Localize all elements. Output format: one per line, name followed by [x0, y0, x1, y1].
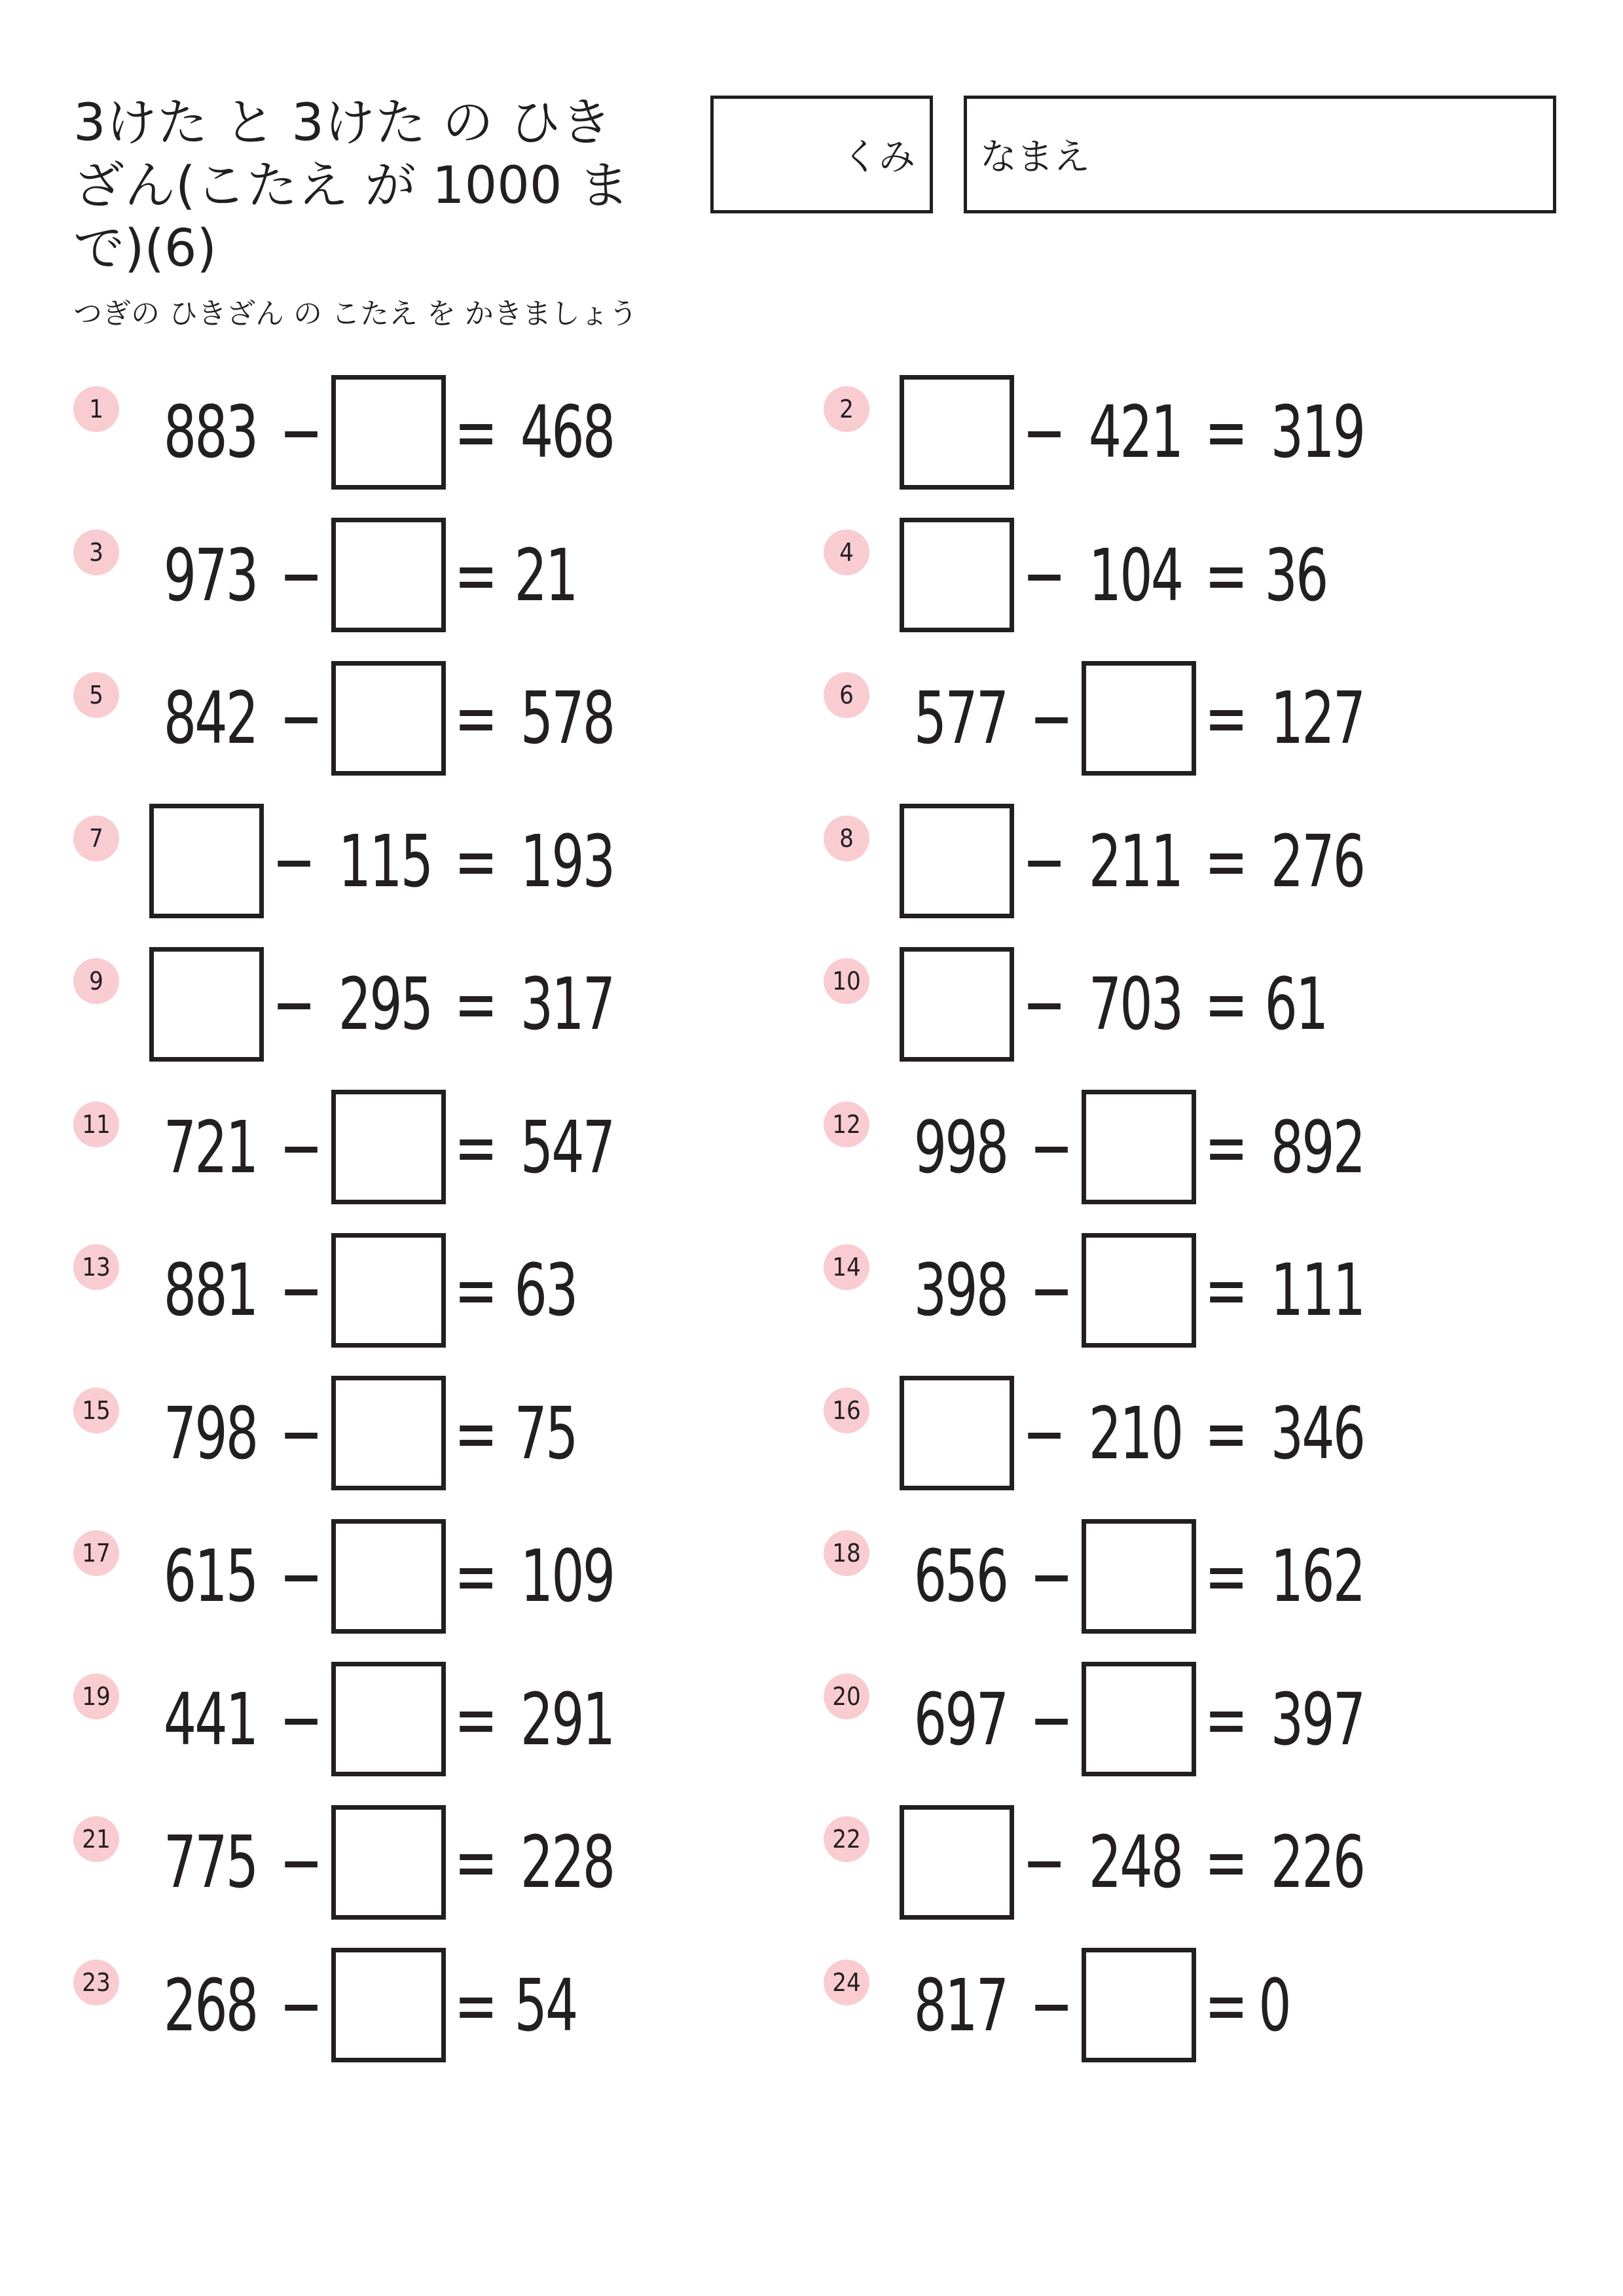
equals-sign: =	[1205, 1534, 1249, 1618]
problem-number-badge: 4	[824, 529, 869, 575]
problem-number-badge: 10	[824, 958, 869, 1004]
answer-box[interactable]	[331, 518, 446, 632]
operand-value: 211	[1088, 819, 1182, 903]
operand-value: 248	[1088, 1820, 1182, 1904]
equals-sign: =	[1205, 1248, 1249, 1332]
operand-value: 817	[913, 1963, 1008, 2047]
minus-sign: −	[1022, 390, 1067, 474]
answer-box[interactable]	[900, 804, 1014, 918]
problem-number-badge: 13	[73, 1244, 119, 1290]
equals-sign: =	[1205, 1963, 1249, 2047]
equals-sign: =	[1205, 390, 1249, 474]
problem-row	[896, 802, 1382, 920]
equals-sign: =	[454, 533, 498, 617]
problem-row	[896, 373, 1382, 491]
operand-value: 998	[913, 1105, 1008, 1189]
answer-box[interactable]	[900, 1376, 1014, 1490]
minus-sign: −	[279, 1534, 323, 1618]
answer-value: 276	[1271, 819, 1364, 903]
problem-number-badge: 7	[73, 816, 119, 861]
equals-sign: =	[454, 676, 498, 760]
minus-sign: −	[272, 962, 316, 1046]
minus-sign: −	[279, 1391, 323, 1475]
answer-value: 127	[1271, 676, 1364, 760]
problem-row	[145, 802, 632, 920]
problem-number-badge: 18	[824, 1530, 869, 1576]
problem-row	[145, 945, 632, 1063]
answer-value: 21	[514, 533, 577, 617]
minus-sign: −	[272, 819, 316, 903]
minus-sign: −	[1022, 962, 1067, 1046]
problem-row	[896, 945, 1339, 1063]
minus-sign: −	[1029, 1248, 1074, 1332]
answer-box[interactable]	[331, 1948, 446, 2062]
answer-box[interactable]	[1082, 1662, 1196, 1776]
problem-number-badge: 21	[73, 1816, 119, 1862]
problem-row	[145, 516, 589, 634]
answer-value: 578	[520, 676, 614, 760]
minus-sign: −	[1029, 1677, 1074, 1761]
answer-box[interactable]	[149, 804, 264, 918]
answer-value: 346	[1271, 1391, 1364, 1475]
problem-row	[145, 1660, 632, 1778]
answer-value: 0	[1258, 1963, 1290, 2047]
answer-value: 319	[1271, 390, 1364, 474]
equals-sign: =	[1205, 1820, 1249, 1904]
operand-value: 883	[163, 390, 257, 474]
equals-sign: =	[1205, 962, 1249, 1046]
problem-row	[145, 1374, 589, 1492]
problem-number-badge: 8	[824, 816, 869, 861]
minus-sign: −	[279, 390, 323, 474]
minus-sign: −	[279, 676, 323, 760]
answer-box[interactable]	[900, 1805, 1014, 1920]
answer-box[interactable]	[149, 947, 264, 1062]
problem-number-badge: 17	[73, 1530, 119, 1576]
problem-row	[145, 1088, 632, 1206]
answer-value: 226	[1271, 1820, 1364, 1904]
operand-value: 881	[163, 1248, 257, 1332]
problem-number-badge: 3	[73, 529, 119, 575]
problem-row	[896, 1946, 1296, 2064]
answer-value: 228	[520, 1820, 614, 1904]
operand-value: 656	[913, 1534, 1008, 1618]
problem-row	[145, 1517, 632, 1635]
operand-value: 842	[163, 676, 257, 760]
problem-row	[896, 516, 1339, 634]
equals-sign: =	[1205, 1105, 1249, 1189]
problem-number-badge: 15	[73, 1388, 119, 1433]
operand-value: 973	[163, 533, 257, 617]
answer-value: 317	[520, 962, 614, 1046]
problem-number-badge: 24	[824, 1960, 869, 2005]
equals-sign: =	[454, 390, 498, 474]
minus-sign: −	[279, 1105, 323, 1189]
answer-value: 75	[514, 1391, 577, 1475]
equals-sign: =	[454, 1534, 498, 1618]
operand-value: 104	[1088, 533, 1182, 617]
answer-value: 36	[1264, 533, 1327, 617]
instructions: つぎの ひきざん の こたえ を かきましょう	[73, 297, 638, 331]
problem-row	[896, 1803, 1382, 1921]
problem-row	[896, 1660, 1382, 1778]
equals-sign: =	[454, 1963, 498, 2047]
answer-value: 111	[1271, 1248, 1364, 1332]
worksheet-title: 3けた と 3けた の ひきざん(こたえ が 1000 まで)(6)	[73, 94, 630, 278]
minus-sign: −	[1022, 533, 1067, 617]
problem-number-badge: 6	[824, 672, 869, 718]
problem-number-badge: 16	[824, 1388, 869, 1433]
equals-sign: =	[454, 819, 498, 903]
answer-box[interactable]	[1082, 1948, 1196, 2062]
answer-value: 291	[520, 1677, 614, 1761]
operand-value: 441	[163, 1677, 257, 1761]
problem-row	[896, 1231, 1382, 1349]
operand-value: 703	[1088, 962, 1182, 1046]
problem-number-badge: 9	[73, 958, 119, 1004]
problem-row	[145, 373, 632, 491]
answer-box[interactable]	[900, 518, 1014, 632]
problem-number-badge: 22	[824, 1816, 869, 1862]
equals-sign: =	[1205, 676, 1249, 760]
operand-value: 210	[1088, 1391, 1182, 1475]
problem-number-badge: 5	[73, 672, 119, 718]
answer-box[interactable]	[331, 1805, 446, 1920]
problem-number-badge: 14	[824, 1244, 869, 1290]
answer-value: 109	[520, 1534, 614, 1618]
problem-row	[896, 1517, 1382, 1635]
answer-box[interactable]	[1082, 1090, 1196, 1204]
minus-sign: −	[279, 1820, 323, 1904]
problem-number-badge: 11	[73, 1102, 119, 1147]
equals-sign: =	[454, 1105, 498, 1189]
answer-value: 468	[520, 390, 614, 474]
problem-row	[145, 659, 632, 777]
answer-value: 63	[514, 1248, 577, 1332]
operand-value: 697	[913, 1677, 1008, 1761]
equals-sign: =	[454, 1677, 498, 1761]
minus-sign: −	[1022, 819, 1067, 903]
operand-value: 577	[913, 676, 1008, 760]
problem-row	[145, 1946, 589, 2064]
equals-sign: =	[1205, 1677, 1249, 1761]
answer-value: 54	[514, 1963, 577, 2047]
answer-box[interactable]	[1082, 661, 1196, 776]
operand-value: 115	[338, 819, 432, 903]
operand-value: 798	[163, 1391, 257, 1475]
operand-value: 398	[913, 1248, 1008, 1332]
answer-box[interactable]	[900, 947, 1014, 1062]
minus-sign: −	[1029, 676, 1074, 760]
problem-number-badge: 19	[73, 1674, 119, 1719]
operand-value: 775	[163, 1820, 257, 1904]
answer-box[interactable]	[331, 1662, 446, 1776]
answer-box[interactable]	[331, 1233, 446, 1348]
minus-sign: −	[1029, 1105, 1074, 1189]
problem-row	[896, 659, 1382, 777]
name-label: なまえ	[980, 136, 1090, 179]
minus-sign: −	[279, 533, 323, 617]
answer-box[interactable]	[331, 1519, 446, 1634]
answer-box[interactable]	[331, 1090, 446, 1204]
answer-value: 61	[1264, 962, 1327, 1046]
minus-sign: −	[279, 1677, 323, 1761]
equals-sign: =	[454, 1820, 498, 1904]
minus-sign: −	[279, 1248, 323, 1332]
answer-value: 547	[520, 1105, 614, 1189]
minus-sign: −	[279, 1963, 323, 2047]
minus-sign: −	[1029, 1534, 1074, 1618]
equals-sign: =	[1205, 1391, 1249, 1475]
equals-sign: =	[1205, 819, 1249, 903]
answer-box[interactable]	[1082, 1519, 1196, 1634]
problem-row	[145, 1803, 632, 1921]
answer-box[interactable]	[900, 375, 1014, 490]
answer-value: 162	[1271, 1534, 1364, 1618]
operand-value: 268	[163, 1963, 257, 2047]
operand-value: 421	[1088, 390, 1182, 474]
answer-box[interactable]	[331, 1376, 446, 1490]
problem-row	[896, 1088, 1382, 1206]
answer-value: 193	[520, 819, 614, 903]
problem-row	[896, 1374, 1382, 1492]
answer-box[interactable]	[1082, 1233, 1196, 1348]
minus-sign: −	[1022, 1820, 1067, 1904]
problem-number-badge: 23	[73, 1960, 119, 2005]
problem-row	[145, 1231, 589, 1349]
problem-number-badge: 12	[824, 1102, 869, 1147]
equals-sign: =	[454, 1248, 498, 1332]
class-label: くみ	[842, 136, 915, 179]
answer-box[interactable]	[331, 375, 446, 490]
equals-sign: =	[454, 962, 498, 1046]
operand-value: 295	[338, 962, 432, 1046]
answer-box[interactable]	[331, 661, 446, 776]
answer-value: 892	[1271, 1105, 1364, 1189]
minus-sign: −	[1022, 1391, 1067, 1475]
operand-value: 615	[163, 1534, 257, 1618]
problem-number-badge: 20	[824, 1674, 869, 1719]
equals-sign: =	[1205, 533, 1249, 617]
problem-number-badge: 2	[824, 386, 869, 432]
problem-number-badge: 1	[73, 386, 119, 432]
answer-value: 397	[1271, 1677, 1364, 1761]
minus-sign: −	[1029, 1963, 1074, 2047]
operand-value: 721	[163, 1105, 257, 1189]
equals-sign: =	[454, 1391, 498, 1475]
